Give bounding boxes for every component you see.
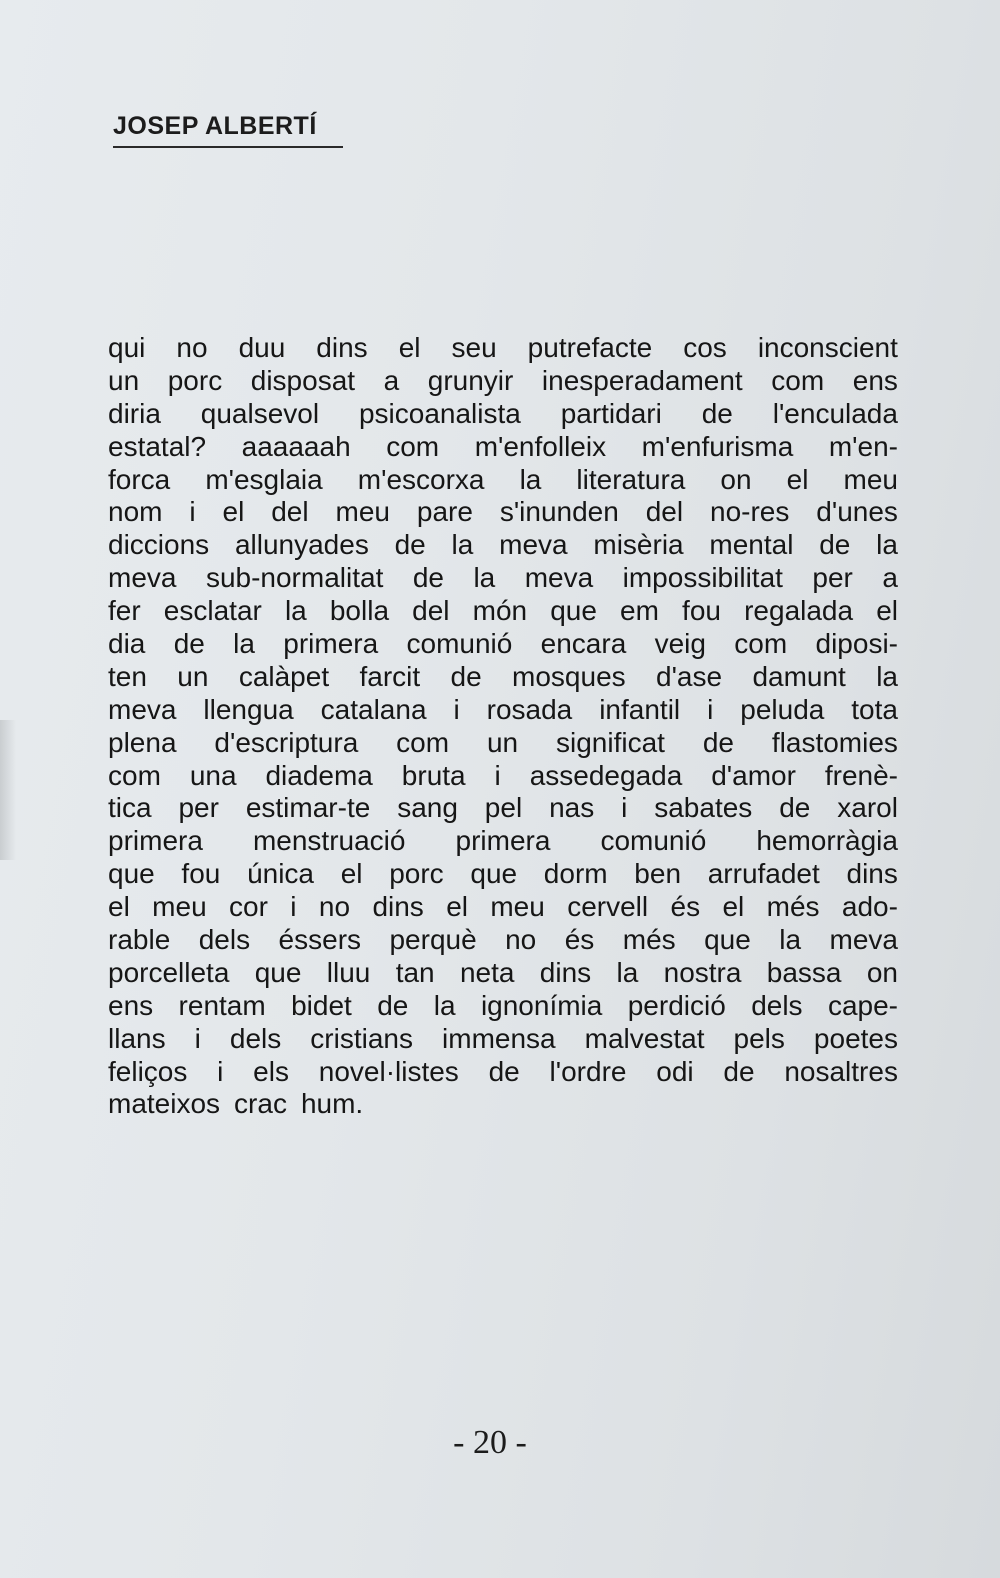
poem-line: llans i dels cristians immensa malvestat pels poetes (108, 1022, 898, 1054)
poem-line: diria qualsevol psicoanalista partidari de l'enculada (108, 397, 898, 429)
poem-text (108, 332, 898, 1121)
poem-line: rable dels éssers perquè no és més que la meva (108, 924, 898, 956)
page-edge-shadow (0, 720, 16, 860)
poem-line: porcelleta que lluu tan neta dins la nostra bassa on (108, 956, 898, 988)
poem-line: forca m'esglaia m'escorxa la literatura on el meu (108, 463, 898, 495)
poem-line: dia de la primera comunió encara veig com diposi- (108, 628, 898, 660)
poem-line: un porc disposat a grunyir inesperadament com ens (108, 364, 898, 396)
poem-line: qui no duu dins el seu putrefacte cos inconscient (108, 332, 898, 363)
poem-line: que fou única el porc que dorm ben arrufadet dins (108, 858, 898, 890)
page-number: - 20 - (453, 1424, 527, 1461)
poem-line: diccions allunyades de la meva misèria mental de la (108, 529, 898, 561)
author-heading: JOSEP ALBERTÍ (113, 112, 343, 148)
poem-line: ten un calàpet farcit de mosques d'ase damunt la (108, 660, 898, 692)
poem-line: meva sub-normalitat de la meva impossibilitat per a (108, 562, 898, 594)
poem-line: el meu cor i no dins el meu cervell és el més ado- (108, 891, 898, 923)
poem-line: estatal? aaaaaah com m'enfolleix m'enfurisma m'en- (108, 430, 898, 462)
poem-line: tica per estimar-te sang pel nas i sabates de xarol (108, 792, 898, 824)
poem-line: fer esclatar la bolla del món que em fou regalada el (108, 595, 898, 627)
poem-line: meva llengua catalana i rosada infantil i peluda tota (108, 693, 898, 725)
poem-line: feliços i els novel·listes de l'ordre odi de nosaltres (108, 1055, 898, 1087)
poem-line: ens rentam bidet de la ignonímia perdició dels cape- (108, 989, 898, 1021)
poem-line: primera menstruació primera comunió hemorràgia (108, 825, 898, 857)
poem-line: plena d'escriptura com un significat de flastomies (108, 726, 898, 758)
poem-line: mateixos crac hum. (108, 1088, 364, 1120)
poem-line: nom i el del meu pare s'inunden del no-res d'unes (108, 496, 898, 528)
poem-line: com una diadema bruta i assedegada d'amor frenè- (108, 759, 898, 791)
